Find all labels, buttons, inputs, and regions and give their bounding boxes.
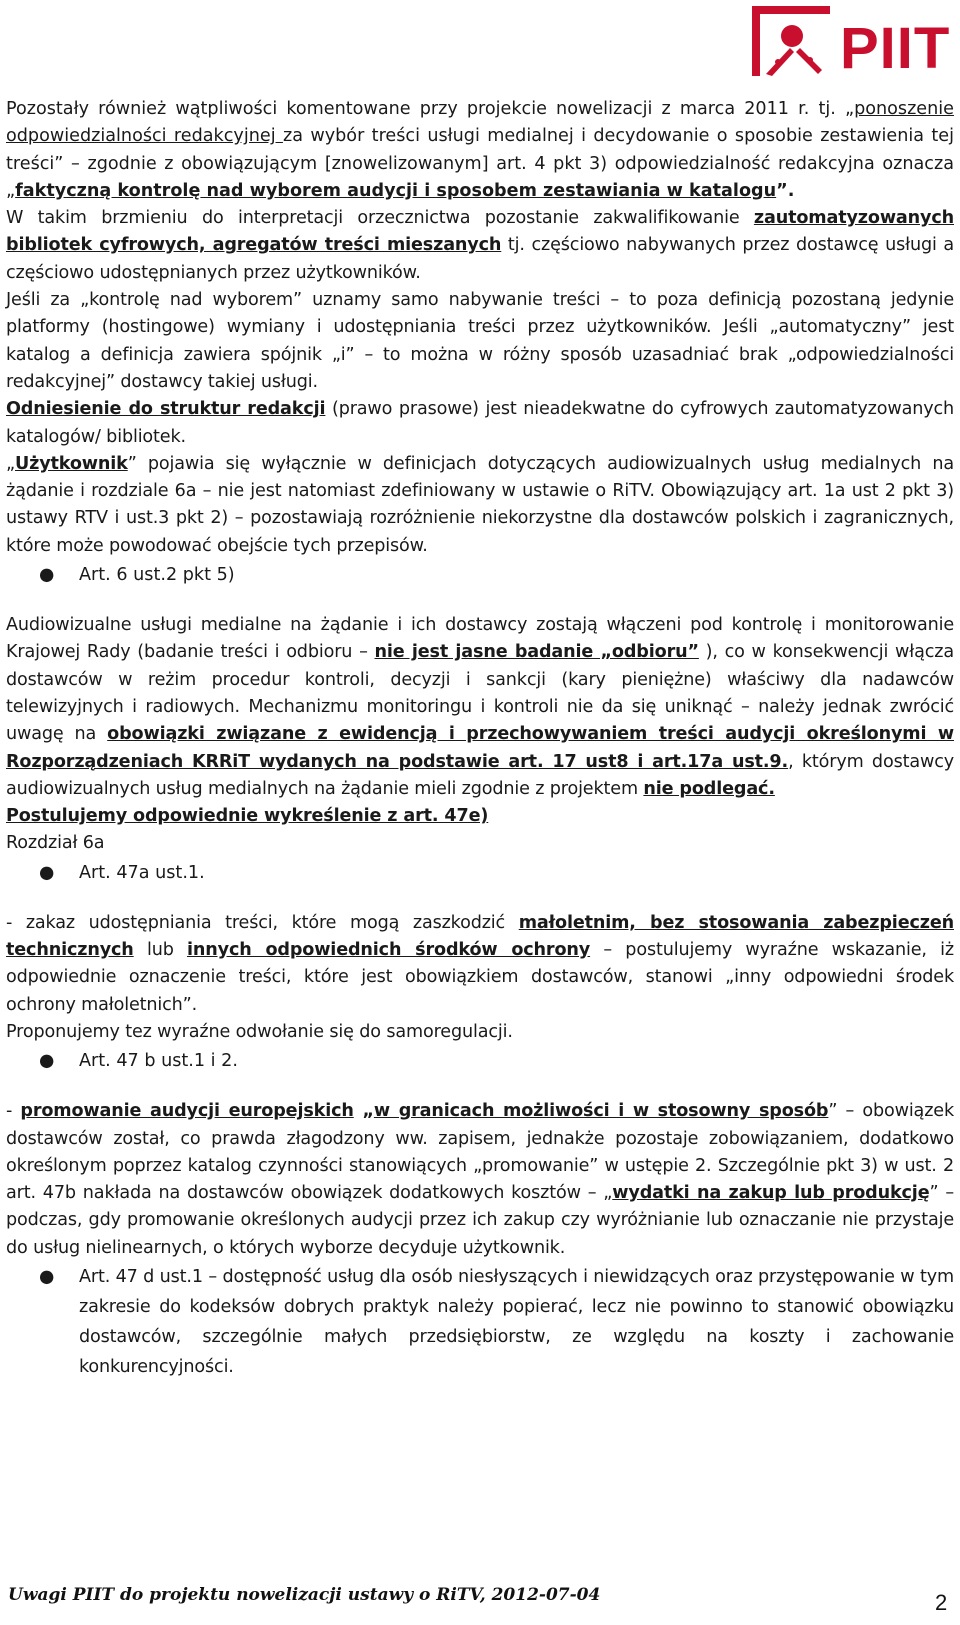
emphasis-phrase: innych odpowiednich środków ochrony [187,940,591,961]
bullet-item: ● Art. 6 ust.2 pkt 5) [6,560,954,590]
bullet-list [6,858,954,888]
bullet-icon: ● [39,565,55,586]
piit-logo-emblem [752,2,952,82]
bullet-list [6,1262,954,1382]
bullet-icon: ● [39,862,55,883]
paragraph-5: „Użytkownik” pojawia się wyłącznie w definicjach dotyczących audiowizualnych usług medialnych na żądanie i rozdziale 6a – nie jest natomiast zdefiniowany w ustawie o RiTV. Obowiązujący art. 1a ust 2 pkt 3) ustawy RTV i ust.3 pkt 2) – pozostawiają rozróżnienie niekorzystne dla dostawców polskich i zagranicznych, które może powodować obejście tych przepisów. [6,453,954,556]
emphasis-phrase: nad wyborem audycji i sposobem zestawiania w katalogu [200,180,777,201]
paragraph-1: Pozostały również wątpliwości komentowane przy projekcie nowelizacji z marca 2011 r. tj. „ponoszenie odpowiedzialności redakcyjnej za wybór treści usługi medialnej i decydowanie o sposobie zestawienia tej treści” – zgodnie z obowiązującym [znowelizowanym] art. 4 pkt 3) odpowiedzialność redakcyjna oznacza „faktyczną kontrolę nad wyborem audycji i sposobem zestawiania w katalogu”. [6,99,954,201]
underlined-phrase: ponoszenie odpowiedzialności redakcyjnej [6,99,954,147]
paragraph-11: - promowanie audycji europejskich „w granicach możliwości i w stosowny sposób” – obowiązek dostawców został, co prawda złagodzony ww. zapisem, jednakże pozostaje zobowiązaniem, dodatkowo określonym poprzez katalog czynności stanowiących „promowanie” w ustępie 2. Szczególnie pkt 3) w ust. 2 art. 47b nakłada na dostawców obowiązek dodatkowych kosztów – „wydatki na zakup lub produkcję” – podczas, gdy promowanie określonych audycji przez ich zakup czy wyróżnianie lub oznaczanie nie przystaje do usług nielinearnych, o których wyborze decyduje użytkownik. [6,1101,954,1258]
logo-text: PIIT [840,16,951,81]
emphasis-phrase: Odniesienie do struktur redakcji [6,399,326,420]
emphasis-phrase: nie jest jasne badanie „odbioru” [374,642,699,663]
bullet-item: ● Art. 47a ust.1. [6,858,954,888]
emphasis-phrase: obowiązki związane z ewidencją i przechowywaniem treści audycji określonymi w Rozporządzeniach KRRiT wydanych na podstawie art. 17 ust8 i art.17a ust.9. [6,724,954,772]
page-number: 2 [935,1590,948,1615]
piit-logo [752,2,952,82]
paragraph-10: Proponujemy tez wyraźne odwołanie się do samoregulacji. [6,1021,513,1042]
paragraph-4: Odniesienie do struktur redakcji (prawo prasowe) jest nieadekwatne do cyfrowych zautomatyzowanych katalogów/ bibliotek. [6,399,954,447]
postulate-line: Postulujemy odpowiednie wykreślenie z art. 47e) [6,806,489,827]
chapter-heading: Rozdział 6a [6,833,105,854]
emphasis-phrase: wydatki na zakup lub produkcję [612,1183,930,1204]
emphasis-phrase: promowanie audycji europejskich [20,1101,354,1122]
document-body [6,96,954,1382]
paragraph-3: Jeśli za „kontrolę nad wyborem” uznamy samo nabywanie treści – to poza definicją pozostaną jedynie platformy (hostingowe) wymiany i udostępniania treści przez użytkowników. Jeśli „automatyczny” jest katalog a definicja zawiera spójnik „i” – to można w różny sposób uzasadniać brak „odpowiedzialności redakcyjnej” dostawcy takiej usługi. [6,290,954,392]
bullet-item: ● Art. 47 b ust.1 i 2. [6,1046,954,1076]
emphasis-phrase: w granicach możliwości i w stosowny sposób [373,1101,829,1122]
emphasis-phrase: zautomatyzowanych bibliotek cyfrowych, agregatów treści mieszanych [6,208,954,256]
bullet-icon: ● [39,1051,55,1072]
emphasis-phrase: faktyczną kontrolę [15,180,201,201]
paragraph-2: W takim brzmieniu do interpretacji orzecznictwa pozostanie zakwalifikowanie zautomatyzowanych bibliotek cyfrowych, agregatów treści mieszanych tj. częściowo nabywanych przez dostawcę usługi a częściowo udostępnianych przez użytkowników. [6,208,954,283]
emphasis-phrase: nie podlegać. [643,778,775,799]
footer-text: Uwagi PIIT do projektu nowelizacji ustawy o RiTV, 2012-07-04 [8,1585,601,1605]
bullet-list [6,560,954,590]
bullet-icon: ● [39,1266,55,1287]
bullet-item: ● Art. 47 d ust.1 – dostępność usług dla osób niesłyszących i niewidzących oraz przystępowanie w tym zakresie do kodeksów dobrych praktyk należy popierać, lecz nie powinno to stanowić obowiązku dostawców, szczególnie małych przedsiębiorstw, ze względu na koszty i zachowanie konkurencyjności. [6,1262,954,1382]
bullet-list [6,1046,954,1076]
paragraph-6: Audiowizualne usługi medialne na żądanie i ich dostawcy zostają włączeni pod kontrolę i monitorowanie Krajowej Rady (badanie treści i odbioru – nie jest jasne badanie „odbioru” ), co w konsekwencji włącza dostawców w reżim procedur kontroli, decyzji i sankcji (kary pieniężne) właściwy dla nadawców telewizyjnych i radiowych. Mechanizmu monitoringu i kontroli nie da się uniknąć – należy jednak zwrócić uwagę na obowiązki związane z ewidencją i przechowywaniem treści audycji określonymi w Rozporządzeniach KRRiT wydanych na podstawie art. 17 ust8 i art.17a ust.9., którym dostawcy audiowizualnych usług medialnych na żądanie mieli zgodnie z projektem nie podlegać. [6,615,954,799]
paragraph-9: - zakaz udostępniania treści, które mogą zaszkodzić małoletnim, bez stosowania zabezpieczeń technicznych lub innych odpowiednich środków ochrony – postulujemy wyraźne wskazanie, iż odpowiednie oznaczenie treści, które jest obowiązkiem dostawców, stanowi „inny odpowiedni środek ochrony małoletnich”. [6,912,954,1015]
emphasis-phrase: małoletnim, bez stosowania zabezpieczeń technicznych [6,912,954,961]
emphasis-phrase: Użytkownik [14,453,128,474]
